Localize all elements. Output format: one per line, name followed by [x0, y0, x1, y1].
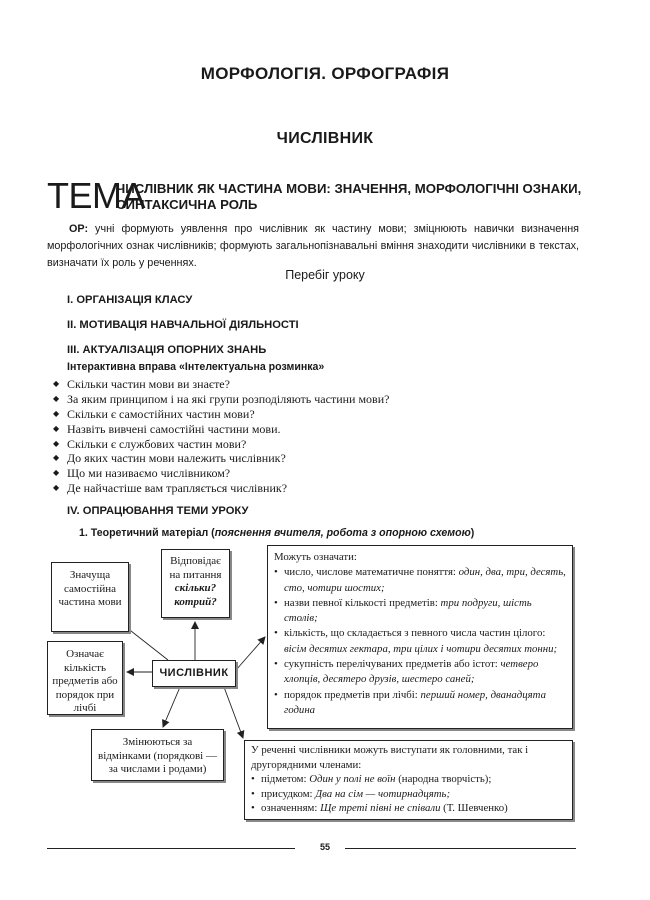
quantity-box: Означає кількість предметів або порядок при лічбі	[47, 641, 123, 715]
syntax-item: • підметом: Один у полі не воїн (народна творчість);	[251, 772, 566, 787]
theory-heading	[79, 527, 474, 539]
exercise-title: Інтерактивна вправа «Інтелектуальна розминка»	[67, 361, 325, 373]
meaning-box	[267, 545, 573, 729]
outcomes-label: ОР:	[69, 223, 89, 235]
page-number: 55	[319, 842, 330, 852]
question-item: ◆ Скільки частин мови ви знаєте?	[53, 377, 389, 392]
meaning-title: Можуть означати:	[274, 551, 357, 563]
significance-box: Значуща самостійна частина мови	[51, 562, 129, 632]
syntax-box	[244, 740, 573, 820]
question-item: ◆ Скільки є самостійних частин мови?	[53, 407, 389, 422]
stage-heading-3: III. АКТУАЛІЗАЦІЯ ОПОРНИХ ЗНАНЬ	[67, 344, 267, 356]
outcomes-text: учні формують уявлення про числівник як частину мови; зміцнюють навички визначення морфологічних ознак числівників; формують загальнопізнавальні вміння знаходити числівники в текстах, визначати їх роль у реченнях.	[47, 223, 579, 269]
lesson-course-heading: Перебіг уроку	[285, 268, 365, 282]
syntax-item: • присудком: Два на сім — чотирнадцять;	[251, 787, 566, 802]
question-box-questions: скільки? котрий?	[174, 582, 217, 608]
theory-close: )	[470, 527, 475, 539]
syntax-item: • означенням: Ще треті півні не співали (Т. Шевченко)	[251, 801, 566, 816]
question-box	[161, 549, 230, 618]
question-list	[53, 377, 389, 496]
question-item: ◆ За яким принципом і на які групи розподіляють частини мови?	[53, 392, 389, 407]
question-item: ◆ Скільки є службових частин мови?	[53, 437, 389, 452]
topic-label: ТЕМА	[47, 175, 146, 216]
meaning-item: • назви певної кількості предметів: три подруги, шість столів;	[274, 596, 566, 627]
meaning-item: • число, числове математичне поняття: один, два, три, десять, сто, чотири шостих;	[274, 565, 566, 596]
learning-outcomes	[47, 221, 579, 272]
meaning-item: • сукупність перелічуваних предметів або істот: четверо хлопців, десятеро друзів, шестеро саней;	[274, 657, 566, 688]
theory-note: пояснення вчителя, робота з опорною схемою	[214, 527, 471, 539]
meaning-item: • порядок предметів при лічбі: перший номер, дванадцята година	[274, 688, 566, 719]
question-item: ◆ До яких частин мови належить числівник?	[53, 451, 389, 466]
stage-heading-4: IV. ОПРАЦЮВАННЯ ТЕМИ УРОКУ	[67, 505, 249, 517]
topic-title: ЧИСЛІВНИК ЯК ЧАСТИНА МОВИ: ЗНАЧЕННЯ, МОРФОЛОГІЧНІ ОЗНАКИ, СИНТАКСИЧНА РОЛЬ	[116, 181, 582, 212]
theory-label: 1. Теоретичний матеріал (	[79, 527, 215, 539]
syntax-list	[251, 772, 566, 816]
meaning-item: • кількість, що складається з певного числа частин цілого: вісім десятих гектара, три цілих і чотири десятих тонни;	[274, 626, 566, 657]
chapter-title: ЧИСЛІВНИК	[276, 130, 374, 147]
syntax-intro: У реченні числівники можуть виступати як головними, так і другорядними членами:	[251, 744, 529, 771]
stage-heading-1: I. ОРГАНІЗАЦІЯ КЛАСУ	[67, 294, 193, 306]
arrow-to-changes	[163, 687, 180, 727]
footer-rule-right	[345, 848, 576, 849]
question-box-text: Відповідає на питання	[169, 555, 222, 581]
stage-heading-2: II. МОТИВАЦІЯ НАВЧАЛЬНОЇ ДІЯЛЬНОСТІ	[67, 319, 299, 331]
question-item: ◆ Що ми називаємо числівником?	[53, 466, 389, 481]
arrow-to-meaning	[236, 637, 265, 670]
declension-box: Змінюються за відмінками (порядкові — за числами і родами)	[91, 729, 224, 781]
numeral-core-box: ЧИСЛІВНИК	[152, 660, 236, 687]
question-item: ◆ Назвіть вивчені самостійні частини мови.	[53, 422, 389, 437]
meaning-list	[274, 565, 566, 718]
arrow-to-syntax	[224, 687, 243, 738]
question-item: ◆ Де найчастіше вам трапляється числівник?	[53, 481, 389, 496]
section-title: МОРФОЛОГІЯ. ОРФОГРАФІЯ	[200, 64, 450, 83]
